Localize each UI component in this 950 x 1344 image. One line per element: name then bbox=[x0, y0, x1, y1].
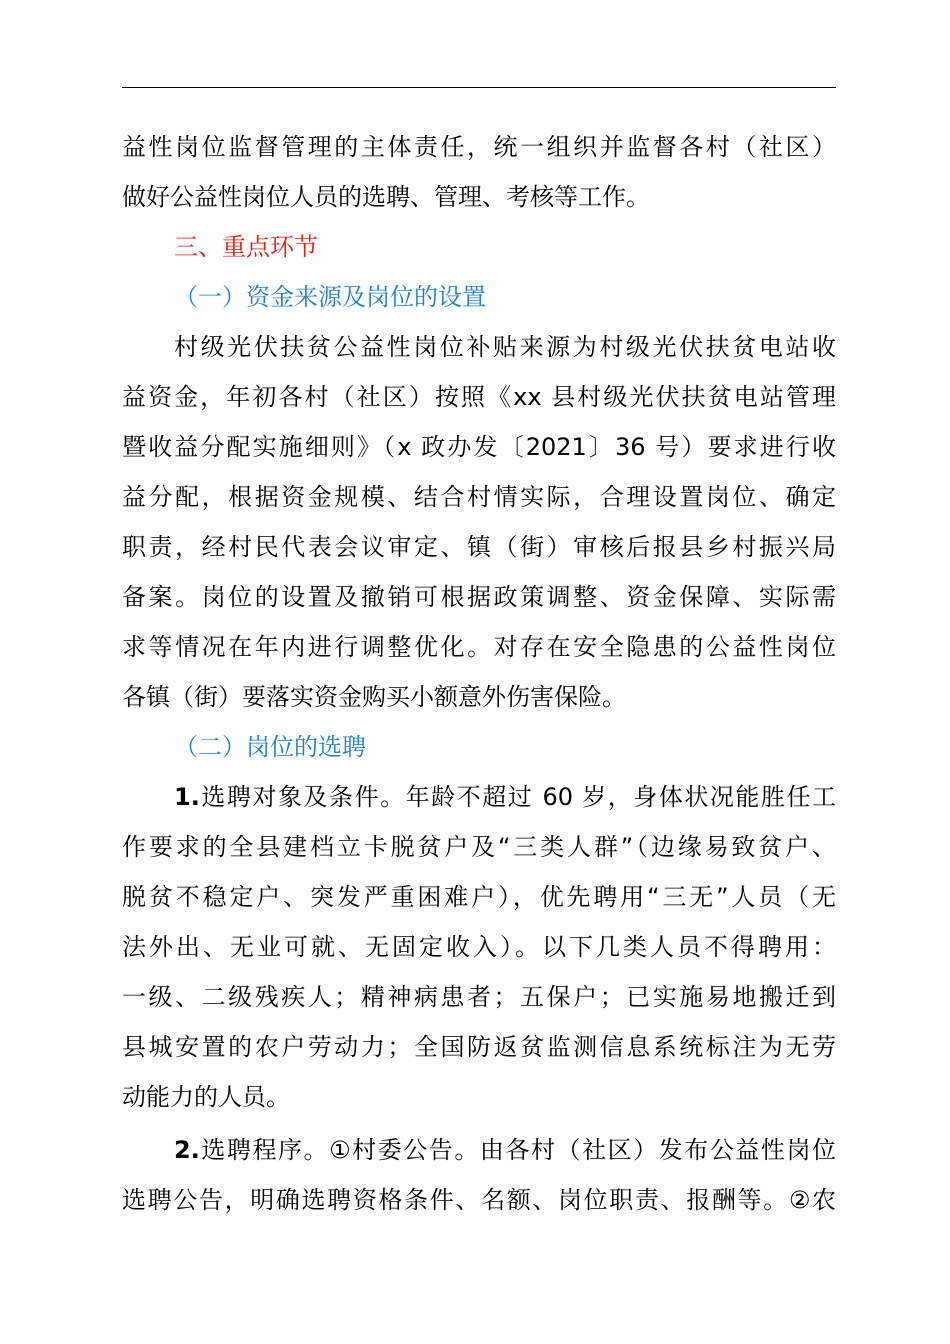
text-line: 一级、二级残疾人；精神病患者；五保户；已实施易地搬迁到 bbox=[122, 983, 836, 1011]
text-line: 益分配，根据资金规模、结合村情实际，合理设置岗位、确定 bbox=[122, 483, 836, 511]
text-fragment: 选聘对象及条件。年龄不超过 60 岁，身体状况能胜任工 bbox=[199, 783, 836, 811]
subsection-heading: （一）资金来源及岗位的设置 bbox=[174, 283, 486, 311]
selection-procedure-paragraph bbox=[122, 1125, 836, 1225]
item-number: 1. bbox=[174, 783, 200, 811]
header-rule bbox=[122, 87, 836, 88]
text-line bbox=[122, 772, 836, 822]
text-line: 备案。岗位的设置及撤销可根据政策调整、资金保障、实际需 bbox=[122, 583, 836, 611]
text-line: 动能力的人员。 bbox=[122, 1083, 290, 1111]
text-line: 求等情况在年内进行调整优化。对存在安全隐患的公益性岗位 bbox=[122, 633, 836, 661]
text-line: 作要求的全县建档立卡脱贫户及“三类人群”（边缘易致贫户、 bbox=[122, 833, 836, 861]
item-number: 2. bbox=[174, 1136, 200, 1164]
text-line bbox=[122, 1125, 836, 1175]
funding-paragraph bbox=[122, 322, 836, 722]
document-body bbox=[122, 122, 836, 1225]
text-line: 选聘公告，明确选聘资格条件、名额、岗位职责、报酬等。②农 bbox=[122, 1186, 836, 1214]
subsection-heading: （二）岗位的选聘 bbox=[174, 733, 366, 761]
text-fragment: 选聘程序。①村委公告。由各村（社区）发布公益性岗位 bbox=[199, 1136, 836, 1164]
text-line: 脱贫不稳定户、突发严重困难户），优先聘用“三无”人员（无 bbox=[122, 883, 836, 911]
text-line: 益性岗位监督管理的主体责任，统一组织并监督各村（社区） bbox=[122, 133, 836, 161]
text-line: 职责，经村民代表会议审定、镇（街）审核后报县乡村振兴局 bbox=[122, 533, 836, 561]
text-line: 各镇（街）要落实资金购买小额意外伤害保险。 bbox=[122, 683, 626, 711]
text-line: 县城安置的农户劳动力；全国防返贫监测信息系统标注为无劳 bbox=[122, 1033, 836, 1061]
selection-criteria-paragraph bbox=[122, 772, 836, 1122]
text-line: 村级光伏扶贫公益性岗位补贴来源为村级光伏扶贫电站收 bbox=[174, 333, 836, 361]
text-line: 暨收益分配实施细则》（x 政办发〔2021〕36 号）要求进行收 bbox=[122, 433, 836, 461]
text-line: 益资金，年初各村（社区）按照《xx 县村级光伏扶贫电站管理 bbox=[122, 383, 836, 411]
intro-paragraph bbox=[122, 122, 836, 222]
text-line: 法外出、无业可就、无固定收入）。以下几类人员不得聘用： bbox=[122, 933, 836, 961]
section-heading: 三、重点环节 bbox=[174, 233, 318, 261]
text-line: 做好公益性岗位人员的选聘、管理、考核等工作。 bbox=[122, 183, 650, 211]
